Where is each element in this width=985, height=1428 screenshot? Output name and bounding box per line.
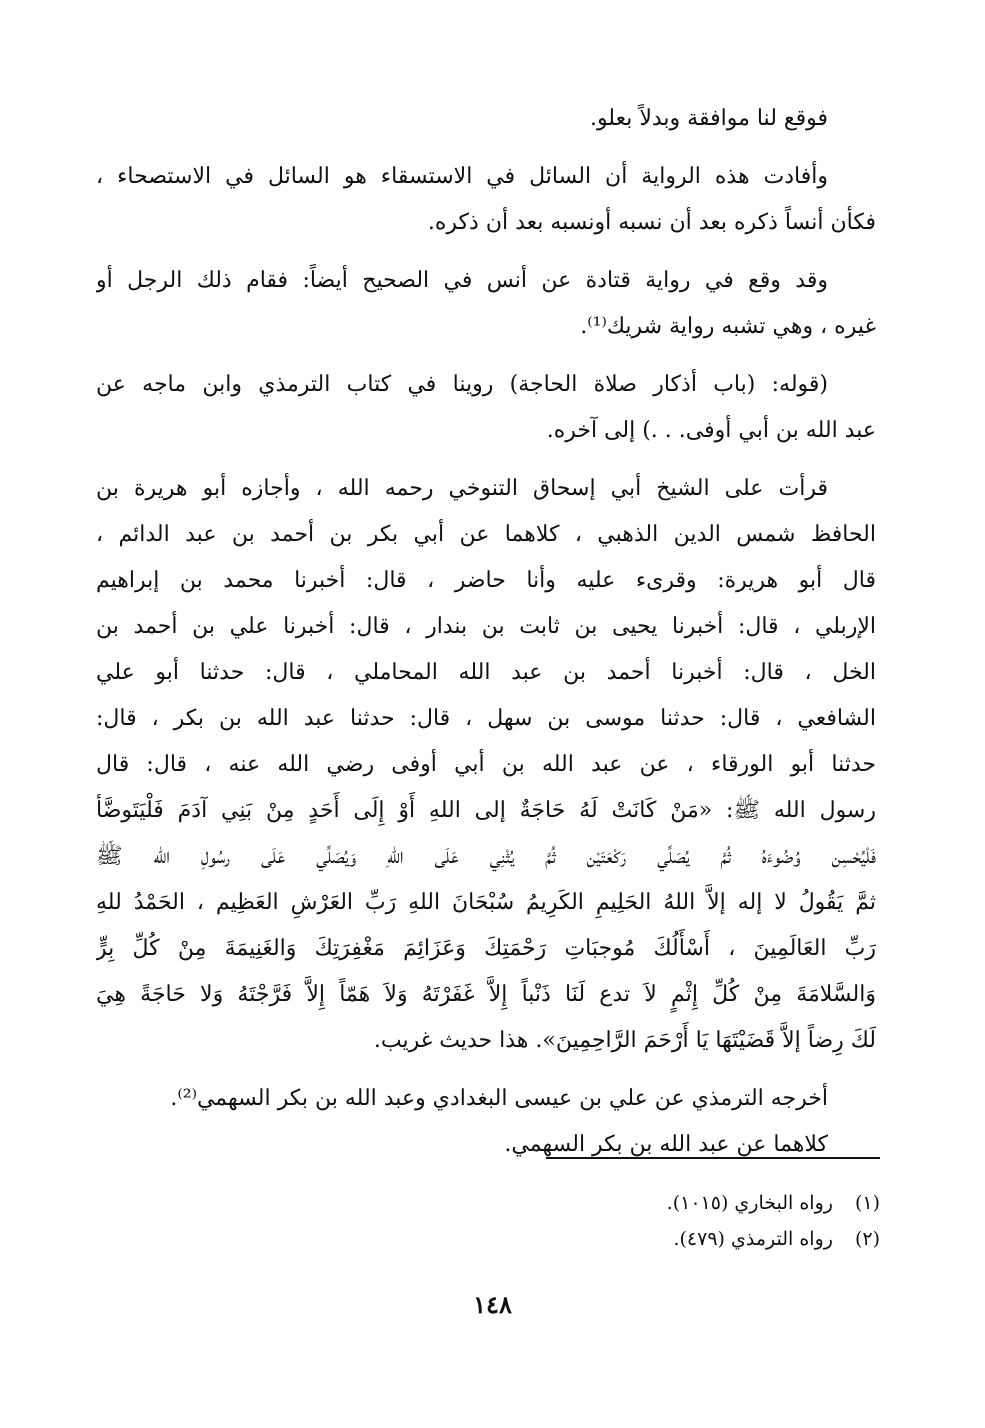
paragraph-7 [96,1122,876,1168]
text-line: كلاهما عن عبد الله بن بكر السهمي. [504,1132,828,1157]
paragraph-4 [96,362,876,454]
text-line: رَبِّ العَالَمِينَ ، أَسْأَلُكَ مُوجبَاتِ رَحْمَتِكَ وَعَزَائِمَ مَغْفِرَتِكَ وَالغَنِيمَةَ مِنْ كُلِّ بِرٍّ [96,936,876,961]
paragraph-5 [96,466,876,1064]
text-line: حدثنا أبو الورقاء ، عن عبد الله بن أبي أوفى رضي الله عنه ، قال: قال [96,752,876,777]
text-line: فَلْيُحْسِن وُضُوءَهُ ثُمَّ يُصَلِّي رَكْعَتَيْن ثُمَّ يُثْنِي عَلَى اللهِ وَيُصَلِّي عَلَى رسُولِ الله ﷺ [96,844,876,869]
text-line: لَكَ رِضاً إلاَّ قَضَيْتَهَا يَا أَرْحَمَ الرَّاحِمِينَ». هذا حديث غريب. [373,1028,876,1053]
footnote-2 [460,1221,880,1257]
text-line: ثمَّ يَقُولُ لا إله إلاَّ اللهُ الحَلِيمِ الكَرِيمُ سُبْحَانَ اللهِ رَبِّ العَرْشِ العَظِيم ، الحَمْدُ للهِ [96,890,876,915]
text-line: أخرجه الترمذي عن علي بن عيسى البغدادي وعبد الله بن بكر السهمي⁽²⁾. [170,1086,828,1111]
text-line: رسول الله ﷺ: «مَنْ كَانَتْ لَهُ حَاجَةٌ إلى اللهِ أَوْ إِلَى أَحَدٍ مِنْ بَنِي آدَمَ فَلْيَتَوضَّأ [96,798,876,823]
footnote-marker: (٢) [854,1228,880,1250]
footnote-divider [546,1157,880,1159]
text-line: وقد وقع في رواية قتادة عن أنس في الصحيح أيضاً: فقام ذلك الرجل أو [96,268,828,293]
text-line: فكأن أنساً ذكره بعد أن نسبه أونسبه بعد أن ذكره. [427,210,876,235]
footnotes [460,1185,880,1257]
text-line: الإربلي ، قال: أخبرنا يحيى بن ثابت بن بندار ، قال: أخبرنا علي بن أحمد بن [96,614,876,639]
main-text [96,96,876,1168]
text-line: وَالسَّلامَةَ مِنْ كُلِّ إِثْمٍ لاَ تدع لَنَا ذَنْباً إِلاَّ غَفَرْتَهُ وَلاَ هَمّاً إِلاَّ فَرَّجْتَهُ وَلا حَاجَةً هِيَ [96,982,876,1007]
paragraph-2 [96,154,876,246]
text-line: فوقع لنا موافقة وبدلاً بعلو. [589,106,828,131]
page-number: ١٤٨ [473,1290,512,1319]
text-line: عبد الله بن أبي أوفى. . .) إلى آخره. [546,418,876,443]
text-line: الشافعي ، قال: حدثنا موسى بن سهل ، قال: حدثنا عبد الله بن بكر ، قال: [96,706,876,731]
footnote-1 [460,1185,880,1221]
text-line: قرأت على الشيخ أبي إسحاق التنوخي رحمه الله ، وأجازه أبو هريرة بن [96,476,828,501]
text-line: الخل ، قال: أخبرنا أحمد بن عبد الله المحاملي ، قال: حدثنا أبو علي [96,660,876,685]
text-line: الحافظ شمس الدين الذهبي ، كلاهما عن أبي بكر بن أحمد بن عبد الدائم ، [96,522,876,547]
text-line: (قوله: (باب أذكار صلاة الحاجة) روينا في كتاب الترمذي وابن ماجه عن [96,372,828,397]
text-line: قال أبو هريرة: وقرىء عليه وأنا حاضر ، قال: أخبرنا محمد بن إبراهيم [96,568,876,593]
paragraph-6 [96,1076,876,1122]
text-line: غيره ، وهي تشبه رواية شريك⁽¹⁾. [580,314,876,339]
footnote-text: رواه البخاري (١٠١٥). [666,1192,833,1214]
footnote-text: رواه الترمذي (٤٧٩). [673,1228,833,1250]
text-line: وأفادت هذه الرواية أن السائل في الاستسقاء هو السائل في الاستصحاء ، [96,164,828,189]
footnote-marker: (١) [854,1192,880,1214]
paragraph-1 [96,96,876,142]
paragraph-3 [96,258,876,350]
